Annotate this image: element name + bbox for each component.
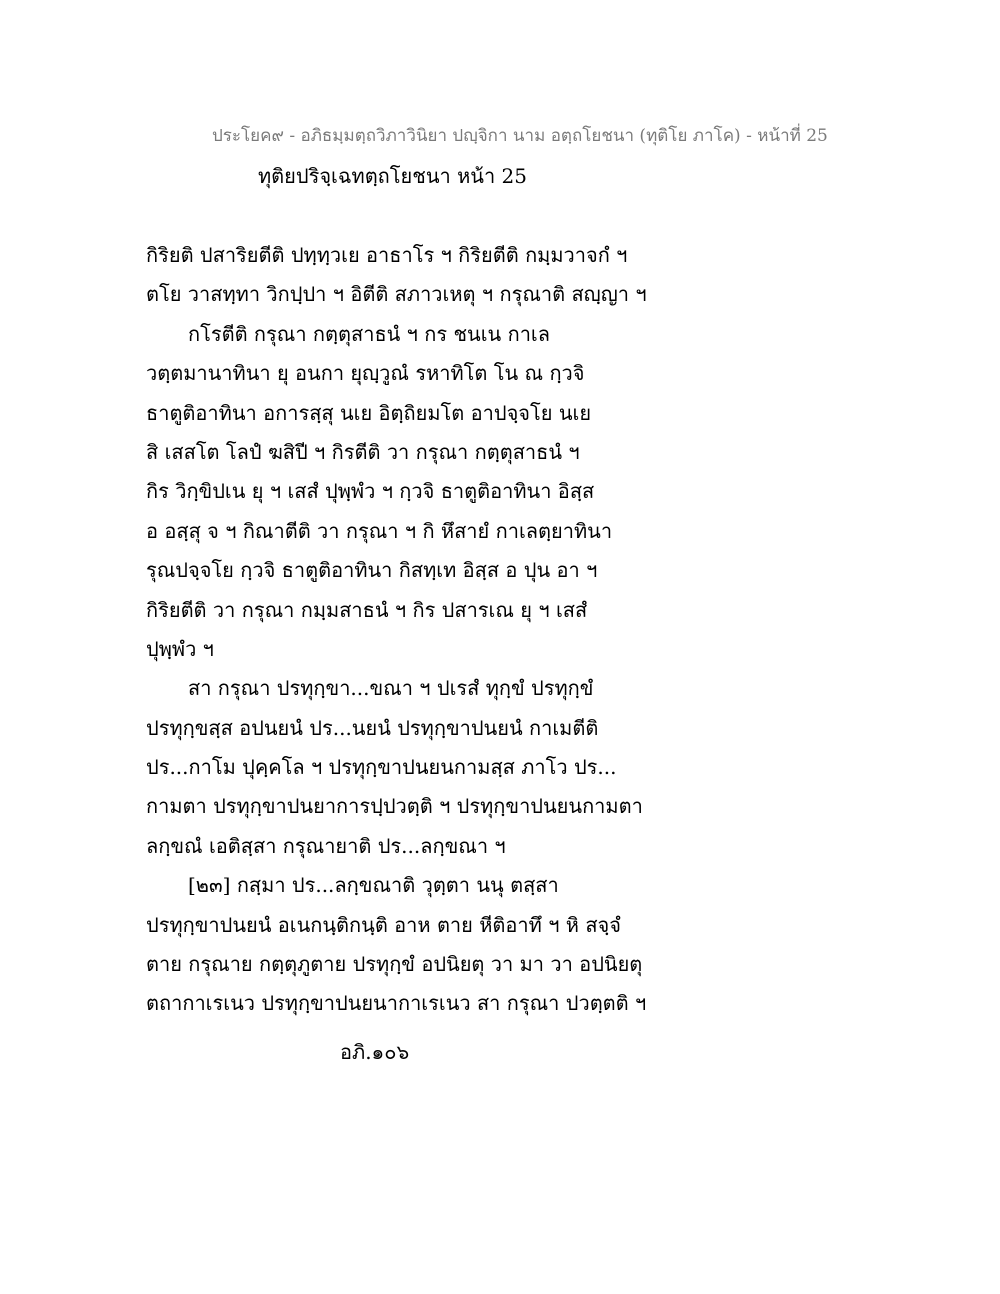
text-line: ตาย กรุณาย กตฺตุภูตาย ปรทุกฺขํ อปนิยตุ วา มา วา อปนิยตุ [146,952,643,977]
text-line: อ อสฺสุ จ ฯ กิณาตีติ วา กรุณา ฯ กิ หึสายํ กาเลตฺยาทินา [146,518,613,543]
text-line: กโรตีติ กรุณา กตฺตุสาธนํ ฯ กร ชนเน กาเล [188,321,551,346]
text-line: กิร วิกฺขิปเน ยุ ฯ เสสํ ปุพฺพํว ฯ กฺวจิ ธาตูติอาทินา อิสฺส [146,479,595,504]
text-line: กิริยตีติ วา กรุณา กมฺมสาธนํ ฯ กิร ปสารเณ ยุ ฯ เสสํ [146,597,588,622]
text-line: วตฺตมานาทินา ยุ อนกา ยุญฺวูณํ รหาทิโต โน ณ กฺวจิ [146,361,585,386]
chapter-title: ทุติยปริจฺเฉทตฺถโยชนา หน้า 25 [258,164,527,188]
text-line: ตโย วาสทฺทา วิกปฺปา ฯ อิตีติ สภาวเหตุ ฯ กรุณาติ สญฺญา ฯ [146,282,647,307]
text-line: รุณปจฺจโย กฺวจิ ธาตูติอาทินา กิสทฺเท อิสฺส อ ปุน อา ฯ [146,558,598,583]
text-line: ตถากาเรเนว ปรทุกฺขาปนยนากาเรเนว สา กรุณา ปวตฺตติ ฯ [146,991,647,1016]
text-line: ปุพฺพํว ฯ [146,636,214,661]
text-line: ธาตูติอาทินา อการสฺสุ นเย อิตฺถิยมโต อาปจฺจโย นเย [146,400,592,425]
text-line: กามตา ปรทุกฺขาปนยาการปฺปวตฺติ ฯ ปรทุกฺขาปนยนกามตา [146,794,643,819]
running-header: ประโยค๙ - อภิธมฺมตฺถวิภาวินิยา ปญฺจิกา นาม อตฺถโยชนา (ทุติโย ภาโค) - หน้าที่ 25 [212,126,828,146]
text-line: ปร...กาโม ปุคฺคโล ฯ ปรทุกฺขาปนยนกามสฺส ภาโว ปร... [146,755,617,780]
text-line: กิริยติ ปสาริยตีติ ปทฺทฺวเย อาธาโร ฯ กิริยตีติ กมฺมวาจกํ ฯ [146,243,628,267]
text-line: สา กรุณา ปรทุกฺขา...ขณา ฯ ปเรสํ ทุกฺขํ ปรทุกฺขํ [188,676,594,701]
body-text [146,236,846,1024]
text-line: ปรทุกฺขสฺส อปนยนํ ปร...นยนํ ปรทุกฺขาปนยนํ กาเมตีติ [146,715,599,740]
text-line: [๒๓] กสฺมา ปร...ลกฺขณาติ วุตฺตา นนุ ตสฺสา [188,873,559,898]
text-line: ปรทุกฺขาปนยนํ อเนกนฺติกนฺติ อาห ตาย หีติอาทึ ฯ หิ สจฺจํ [146,912,621,937]
text-line: ลกฺขณํ เอติสฺสา กรุณายาติ ปร...ลกฺขณา ฯ [146,833,506,858]
page-footer-code: อภิ.๑๐๖ [340,1040,410,1064]
text-line: สิ เสสโต โลปํ ฆสิปี ฯ กิรตีติ วา กรุณา กตฺตุสาธนํ ฯ [146,439,580,464]
